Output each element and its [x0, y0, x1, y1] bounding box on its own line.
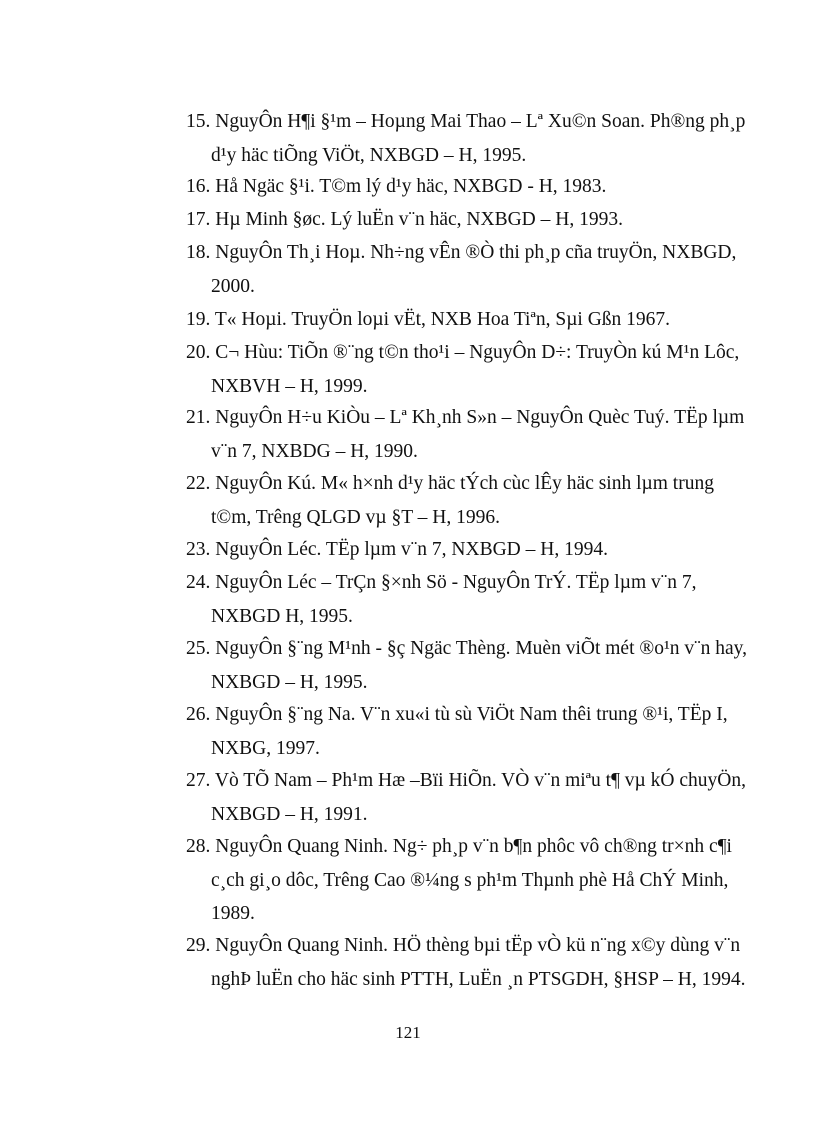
reference-line: 20. C¬ Hùu: TiÕn ®¨ng t©n tho¹i – NguyÔn D÷: TruyÒn kú M¹n Lôc, — [186, 342, 740, 363]
reference-line: NXBGD H, 1995. — [211, 605, 353, 627]
reference-item-28 — [186, 830, 746, 931]
reference-line: 23. NguyÔn Léc. TËp lµm v¨n 7, NXBGD – H, 1994. — [186, 539, 608, 560]
reference-item-22 — [186, 467, 746, 534]
reference-line: t©m, Trêng QLGD vµ §T – H, 1996. — [211, 506, 500, 528]
reference-line: 1989. — [211, 903, 255, 924]
page-number: 121 — [395, 1023, 421, 1042]
reference-line: 24. NguyÔn Léc – TrÇn §×nh Sö - NguyÔn TrÝ. TËp lµm v¨n 7, — [186, 572, 697, 593]
reference-item-26 — [186, 698, 746, 765]
reference-line: 27. Vò TÕ Nam – Ph¹m Hæ –Bïi HiÕn. VÒ v¨n miªu t¶ vµ kÓ chuyÖn, — [186, 770, 746, 791]
reference-line: NXBG, 1997. — [211, 737, 320, 759]
reference-line: 29. NguyÔn Quang Ninh. HÖ thèng bµi tËp vÒ kü n¨ng x©y dùng v¨n — [186, 935, 741, 956]
reference-line: v¨n 7, NXBDG – H, 1990. — [211, 440, 418, 462]
reference-line: NXBGD – H, 1995. — [211, 671, 368, 693]
reference-line: c¸ch gi¸o dôc, Trêng Cao ®¼ng s ph¹m Thµnh phè Hå ChÝ Minh, — [211, 869, 729, 891]
reference-line: 21. NguyÔn H÷u KiÒu – Lª Kh¸nh S»n – NguyÔn Quèc Tuý. TËp lµm — [186, 407, 745, 428]
reference-line: d¹y häc tiÕng ViÖt, NXBGD – H, 1995. — [211, 144, 527, 166]
reference-line: 22. NguyÔn Kú. M« h×nh d¹y häc tÝch cùc lÊy häc sinh lµm trung — [186, 473, 714, 494]
reference-item-25 — [186, 632, 746, 699]
reference-item-16 — [186, 170, 746, 204]
reference-line: 28. NguyÔn Quang Ninh. Ng÷ ph¸p v¨n b¶n phôc vô ch®ng tr×nh c¶i — [186, 836, 732, 857]
reference-line: 15. NguyÔn H¶i §¹m – Hoµng Mai Thao – Lª Xu©n Soan. Ph®ng ph¸p — [186, 111, 746, 132]
reference-line: 26. NguyÔn §¨ng Na. V¨n xu«i tù sù ViÖt Nam thêi trung ®¹i, TËp I, — [186, 704, 728, 725]
reference-item-27 — [186, 764, 746, 831]
reference-item-21 — [186, 401, 746, 468]
reference-line: NXBVH – H, 1999. — [211, 375, 368, 397]
reference-line: NXBGD – H, 1991. — [211, 803, 368, 825]
reference-item-20 — [186, 336, 746, 403]
reference-line: 19. T« Hoµi. TruyÖn loµi vËt, NXB Hoa Tiªn, Sµi Gßn 1967. — [186, 309, 671, 330]
reference-item-17 — [186, 203, 746, 237]
reference-item-23 — [186, 533, 746, 567]
reference-item-18 — [186, 236, 746, 303]
reference-item-24 — [186, 566, 746, 633]
reference-line: 17. Hµ Minh §øc. Lý luËn v¨n häc, NXBGD – H, 1993. — [186, 209, 623, 230]
reference-line: 2000. — [211, 275, 255, 297]
reference-item-19 — [186, 303, 746, 337]
reference-line: 25. NguyÔn §¨ng M¹nh - §ç Ngäc Thèng. Muèn viÕt mét ®o¹n v¨n hay, — [186, 638, 748, 659]
reference-line: nghÞ luËn cho häc sinh PTTH, LuËn ¸n PTSGDH, §HSP – H, 1994. — [211, 968, 746, 990]
reference-item-29 — [186, 929, 746, 996]
reference-line: 18. NguyÔn Th¸i Hoµ. Nh÷ng vÊn ®Ò thi ph¸p cña truyÖn, NXBGD, — [186, 242, 737, 263]
reference-item-15 — [186, 105, 746, 172]
reference-line: 16. Hå Ngäc §¹i. T©m lý d¹y häc, NXBGD - H, 1983. — [186, 176, 607, 197]
